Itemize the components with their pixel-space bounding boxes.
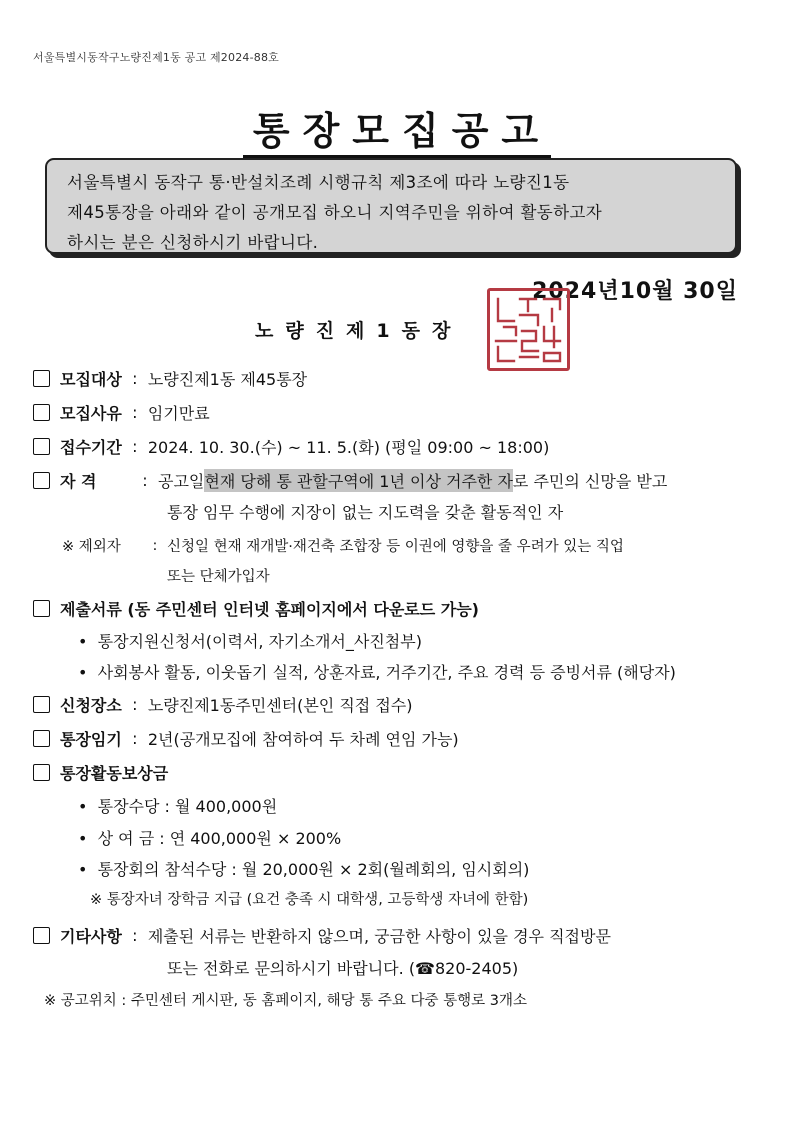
checkbox-icon xyxy=(33,472,50,489)
item-other-line1: 제출된 서류는 반환하지 않으며, 궁금한 사항이 있을 경우 직접방문 xyxy=(147,927,611,946)
compensation-note: ※ 통장자녀 장학금 지급 (요건 충족 시 대학생, 고등학생 자녀에 한함) xyxy=(90,892,529,908)
item-reason: 모집사유 : 임기만료 xyxy=(33,401,210,424)
document-bullet-1: • 통장지원신청서(이력서, 자기소개서_사진첨부) xyxy=(78,632,422,651)
compensation-bullet-1: • 통장수당 : 월 400,000원 xyxy=(78,797,278,816)
compensation-bullet-2-text: 상 여 금 : 연 400,000원 × 200% xyxy=(97,829,342,848)
item-qualification-line2: 통장 임무 수행에 지장이 없는 지도력을 갖춘 활동적인 자 xyxy=(167,503,564,522)
issuer-name: 노량진제1동장 xyxy=(255,320,463,342)
item-other-label: 기타사항 xyxy=(60,927,122,946)
item-other-line2: 또는 전화로 문의하시기 바랍니다. (☎820-2405) xyxy=(167,959,519,978)
item-qualification-highlight: 현재 당해 통 관할구역에 1년 이상 거주한 자 xyxy=(204,469,513,492)
item-term-value: 2년(공개모집에 참여하여 두 차례 연임 가능) xyxy=(147,730,459,749)
compensation-bullet-3: • 통장회의 참석수당 : 월 20,000원 × 2회(월례회의, 임시회의) xyxy=(78,860,530,879)
intro-box xyxy=(45,158,737,254)
item-place-value: 노량진제1동주민센터(본인 직접 접수) xyxy=(147,696,413,715)
document-number: 서울특별시동작구노량진제1동 공고 제2024-88호 xyxy=(33,51,279,64)
item-compensation xyxy=(33,761,168,784)
item-target-label: 모집대상 xyxy=(60,370,122,389)
document-bullet-1-text: 통장지원신청서(이력서, 자기소개서_사진첨부) xyxy=(97,632,422,651)
posting-location: ※ 공고위치 : 주민센터 게시판, 동 홈페이지, 해당 통 주요 다중 통행로 3개소 xyxy=(44,993,527,1009)
compensation-bullet-1-text: 통장수당 : 월 400,000원 xyxy=(97,797,278,816)
item-qualification-label: 자 격 xyxy=(60,472,97,491)
item-qualification-line1-post: 로 주민의 신망을 받고 xyxy=(512,472,668,491)
document-bullet-2-text: 사회봉사 활동, 이웃돕기 실적, 상훈자료, 거주기간, 주요 경력 등 증빙서류 (해당자) xyxy=(97,663,676,682)
item-term-label: 통장임기 xyxy=(60,730,122,749)
notice-date: 2024년10월 30일 xyxy=(532,279,738,304)
item-exclusion: ※ 제외자 : 신청일 현재 재개발·재건축 조합장 등 이권에 영향을 줄 우려가 있는 직업 xyxy=(62,535,624,556)
item-qualification: 자 격 : 공고일 현재 당해 통 관할구역에 1년 이상 거주한 자 로 주민의 신망을 받고 xyxy=(33,469,667,492)
checkbox-icon xyxy=(33,370,50,387)
page-title xyxy=(0,100,794,155)
intro-line-2: 제45통장을 아래와 같이 공개모집 하오니 지역주민을 위하여 활동하고자 xyxy=(67,203,603,222)
item-documents-label: 제출서류 (동 주민센터 인터넷 홈페이지에서 다운로드 가능) xyxy=(60,600,479,619)
official-seal xyxy=(487,288,570,371)
item-qualification-line1-pre: 공고일 xyxy=(158,472,205,491)
item-reason-label: 모집사유 xyxy=(60,404,122,423)
item-target: 모집대상 : 노량진제1동 제45통장 xyxy=(33,367,307,390)
item-term: 통장임기 : 2년(공개모집에 참여하여 두 차례 연임 가능) xyxy=(33,727,459,750)
intro-line-1: 서울특별시 동작구 통·반설치조례 시행규칙 제3조에 따라 노량진1동 xyxy=(67,173,570,192)
item-period-label: 접수기간 xyxy=(60,438,122,457)
checkbox-icon xyxy=(33,730,50,747)
item-exclusion-line2: 또는 단체가입자 xyxy=(167,569,270,585)
title-text: 통장모집공고 xyxy=(243,109,551,158)
document-bullet-2: • 사회봉사 활동, 이웃돕기 실적, 상훈자료, 거주기간, 주요 경력 등 증빙서류 (해당자) xyxy=(78,663,676,682)
item-period-value: 2024. 10. 30.(수) ~ 11. 5.(화) (평일 09:00 ~ 18:00) xyxy=(147,438,550,457)
item-documents xyxy=(33,597,479,620)
checkbox-icon xyxy=(33,600,50,617)
checkbox-icon xyxy=(33,404,50,421)
checkbox-icon xyxy=(33,764,50,781)
checkbox-icon xyxy=(33,696,50,713)
item-other: 기타사항 : 제출된 서류는 반환하지 않으며, 궁금한 사항이 있을 경우 직접방문 xyxy=(33,924,611,947)
item-period: 접수기간 : 2024. 10. 30.(수) ~ 11. 5.(화) (평일 09:00 ~ 18:00) xyxy=(33,435,549,458)
item-exclusion-line1: 신청일 현재 재개발·재건축 조합장 등 이권에 영향을 줄 우려가 있는 직업 xyxy=(167,539,624,555)
checkbox-icon xyxy=(33,927,50,944)
item-target-value: 노량진제1동 제45통장 xyxy=(147,370,308,389)
item-compensation-label: 통장활동보상금 xyxy=(60,764,169,783)
item-reason-value: 임기만료 xyxy=(147,404,210,423)
intro-line-3: 하시는 분은 신청하시기 바랍니다. xyxy=(67,233,319,252)
item-exclusion-label: ※ 제외자 xyxy=(62,539,121,555)
compensation-bullet-2: • 상 여 금 : 연 400,000원 × 200% xyxy=(78,829,342,848)
item-place-label: 신청장소 xyxy=(60,696,122,715)
checkbox-icon xyxy=(33,438,50,455)
compensation-bullet-3-text: 통장회의 참석수당 : 월 20,000원 × 2회(월례회의, 임시회의) xyxy=(97,860,530,879)
item-place: 신청장소 : 노량진제1동주민센터(본인 직접 접수) xyxy=(33,693,413,716)
